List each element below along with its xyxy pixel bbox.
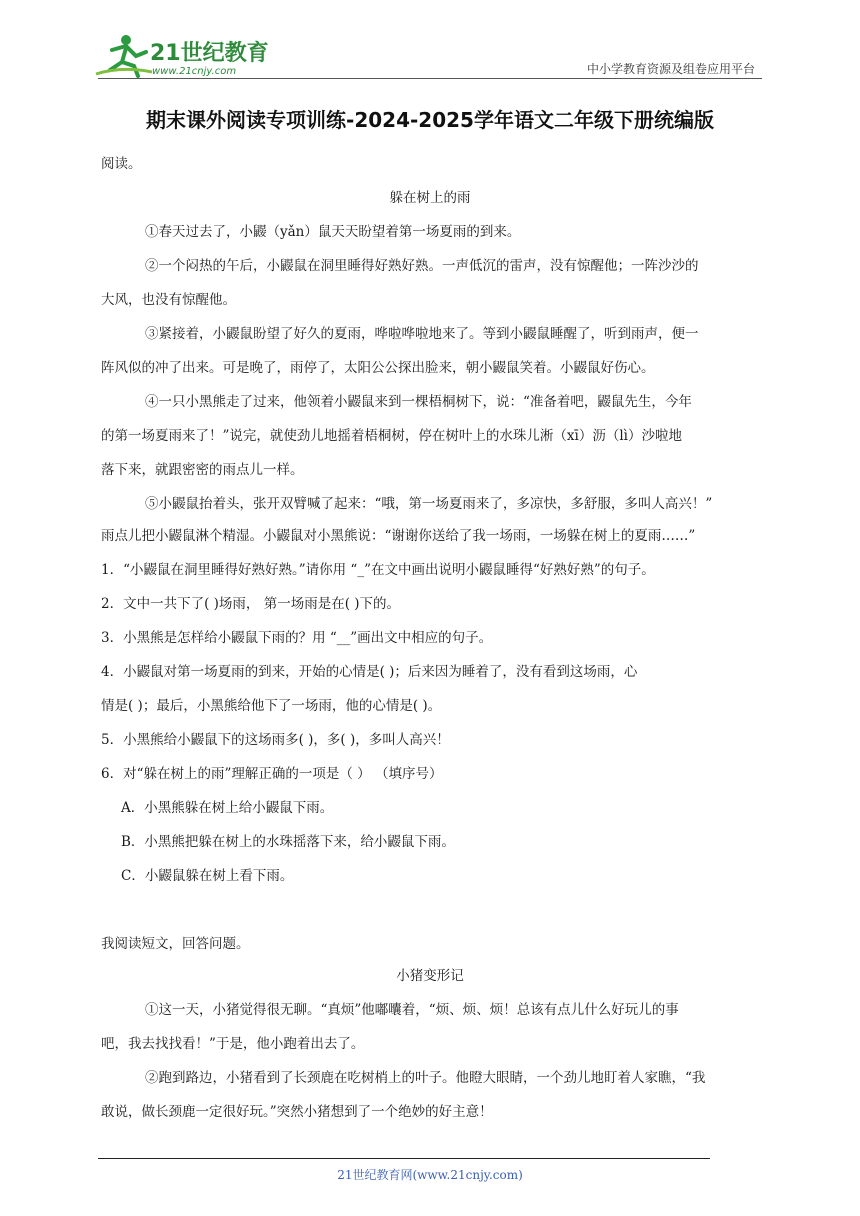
question-3: 3．小黑熊是怎样给小鼹鼠下雨的？用 “__”画出文中相应的句子。	[101, 630, 493, 646]
runner-logo-icon	[92, 30, 282, 82]
question-4-cont: 情是( )；最后，小黑熊给他下了一场雨，他的心情是( )。	[101, 698, 442, 714]
svg-text:www.21cnjy.com: www.21cnjy.com	[152, 66, 237, 77]
story1-paragraph-2: ②一个闷热的午后，小鼹鼠在洞里睡得好熟好熟。一声低沉的雷声，没有惊醒他；一阵沙沙的	[145, 258, 699, 274]
story2-paragraph-1: ①这一天，小猪觉得很无聊。“真烦”他嘟囔着，“烦、烦、烦！总该有点儿什么好玩儿的事	[145, 1002, 679, 1018]
story1-paragraph-5-cont: 雨点儿把小鼹鼠淋个精湿。小鼹鼠对小黑熊说：“谢谢你送给了我一场雨，一场躲在树上的夏雨……”	[101, 528, 696, 544]
story1-paragraph-1: ①春天过去了，小鼹（yǎn）鼠天天盼望着第一场夏雨的到来。	[145, 224, 521, 240]
story1-paragraph-5: ⑤小鼹鼠抬着头，张开双臂喊了起来：“哦，第一场夏雨来了，多凉快，多舒服，多叫人高兴！”	[145, 496, 713, 512]
question-4: 4．小鼹鼠对第一场夏雨的到来，开始的心情是( )；后来因为睡着了，没有看到这场雨，心	[101, 664, 638, 680]
option-a: A．小黑熊躲在树上给小鼹鼠下雨。	[121, 800, 334, 816]
story1-paragraph-4: ④一只小黑熊走了过来，他领着小鼹鼠来到一棵梧桐树下，说：“准备着吧，鼹鼠先生，今年	[145, 394, 692, 410]
story1-paragraph-2-cont: 大风，也没有惊醒他。	[101, 292, 236, 308]
option-c: C．小鼹鼠躲在树上看下雨。	[121, 868, 294, 884]
question-5: 5．小黑熊给小鼹鼠下的这场雨多( )，多( )，多叫人高兴！	[101, 732, 450, 748]
platform-label: 中小学教育资源及组卷应用平台	[586, 62, 755, 76]
story1-paragraph-4-cont: 的第一场夏雨来了！”说完，就使劲儿地摇着梧桐树，停在树叶上的水珠儿淅（xī）沥（lì）沙啦地	[101, 428, 682, 444]
question-1: 1．“小鼹鼠在洞里睡得好熟好熟。”请你用 “_”在文中画出说明小鼹鼠睡得“好熟好熟”的句子。	[101, 562, 655, 578]
story1-title: 躲在树上的雨	[389, 190, 471, 206]
story2-title: 小猪变形记	[396, 968, 464, 984]
story2-paragraph-2: ②跑到路边，小猪看到了长颈鹿在吃树梢上的叶子。他瞪大眼睛，一个劲儿地盯着人家瞧，“我	[145, 1070, 706, 1086]
section2-intro: 我阅读短文，回答问题。	[101, 936, 250, 952]
story1-paragraph-3: ③紧接着，小鼹鼠盼望了好久的夏雨，哗啦哗啦地来了。等到小鼹鼠睡醒了，听到雨声，便一	[145, 326, 699, 342]
footer-link[interactable]: 21世纪教育网(www.21cnjy.com)	[337, 1168, 523, 1182]
question-6: 6．对“躲在树上的雨”理解正确的一项是（ ） （填序号）	[101, 766, 443, 782]
header-divider	[98, 78, 762, 79]
question-2: 2．文中一共下了( )场雨， 第一场雨是在( )下的。	[101, 596, 401, 612]
footer-divider	[98, 1158, 710, 1159]
story1-paragraph-4-cont2: 落下来，就跟密密的雨点儿一样。	[101, 462, 304, 478]
svg-text:21世纪教育: 21世纪教育	[150, 41, 269, 66]
section1-intro: 阅读。	[101, 156, 142, 172]
option-b: B．小黑熊把躲在树上的水珠摇落下来，给小鼹鼠下雨。	[121, 834, 455, 850]
story1-paragraph-3-cont: 阵风似的冲了出来。可是晚了，雨停了，太阳公公探出脸来，朝小鼹鼠笑着。小鼹鼠好伤心。	[101, 360, 655, 376]
story2-paragraph-2-cont: 敢说，做长颈鹿一定很好玩。”突然小猪想到了一个绝妙的好主意！	[101, 1104, 493, 1120]
document-title: 期末课外阅读专项训练-2024-2025学年语文二年级下册统编版	[146, 108, 714, 132]
site-logo	[92, 30, 282, 82]
story2-paragraph-1-cont: 吧，我去找找看！”于是，他小跑着出去了。	[101, 1036, 365, 1052]
